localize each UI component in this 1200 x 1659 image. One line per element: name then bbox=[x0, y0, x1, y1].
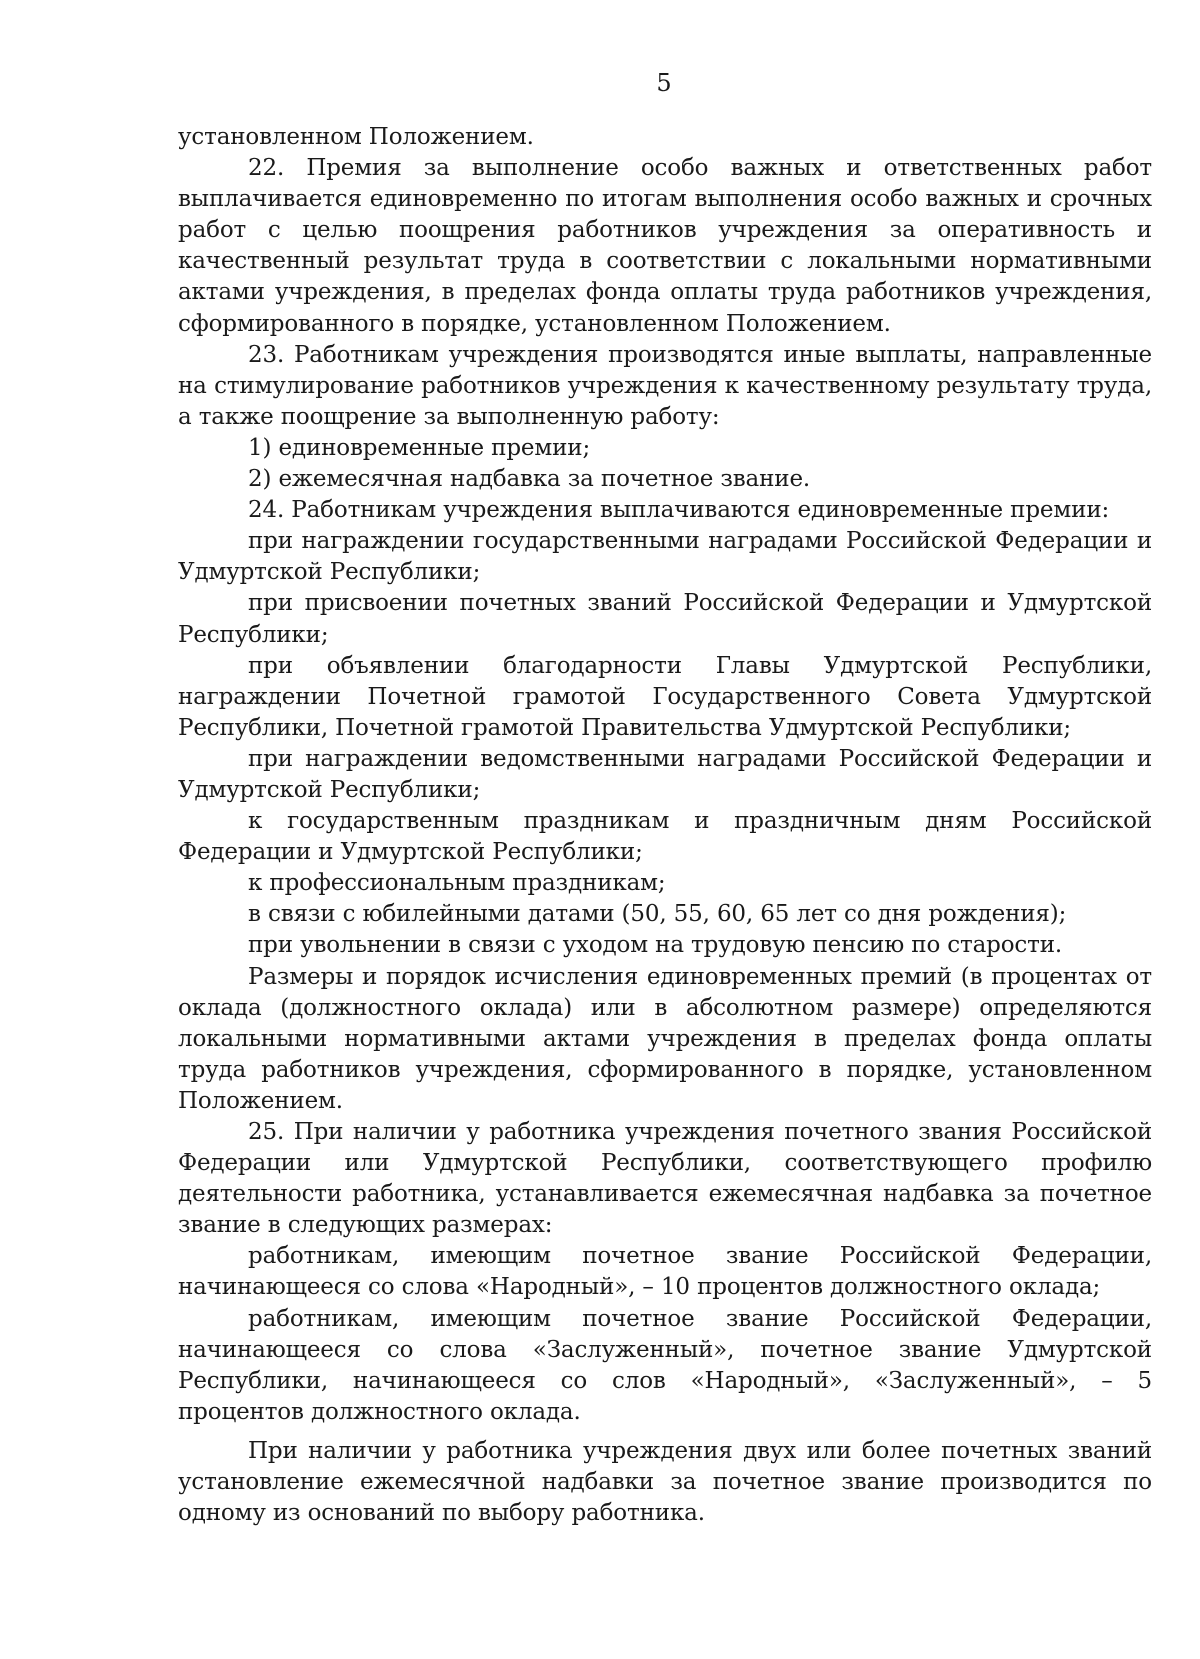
list-item-1: 1) единовременные премии; bbox=[248, 434, 591, 461]
bonus-size-paragraph: Размеры и порядок исчисления единовременных премий (в процентах от оклада (должностного оклада) или в абсолютном размере) определяются локальными нормативными актами учреждения в пределах фонда оплаты труда работников учреждения, сформированного в порядке, установленном Положением. bbox=[178, 963, 1152, 1114]
document-body bbox=[178, 122, 1152, 1529]
bonus-case-state-holidays: к государственным праздникам и праздничным дням Российской Федерации и Удмуртской Республики; bbox=[178, 808, 1152, 866]
paragraph-item-22: 22. Премия за выполнение особо важных и ответственных работ выплачивается единовременно по итогам выполнения особо важных и срочных работ с целью поощрения работников учреждения за оперативность и качественный результат труда в соответствии с локальными нормативными актами учреждения, в пределах фонда оплаты труда работников учреждения, сформированного в порядке, установленном Положением. bbox=[178, 155, 1152, 337]
paragraph-item-25: 25. При наличии у работника учреждения почетного звания Российской Федерации или Удмуртской Республики, соответствующего профилю деятельности работника, устанавливается ежемесячная надбавка за почетное звание в следующих размерах: bbox=[178, 1119, 1152, 1239]
list-item-2: 2) ежемесячная надбавка за почетное звание. bbox=[248, 466, 811, 493]
bonus-case-departmental-awards: при награждении ведомственными наградами Российской Федерации и Удмуртской Республики; bbox=[178, 745, 1152, 803]
bonus-case-state-awards: при награждении государственными наградами Российской Федерации и Удмуртской Республики; bbox=[178, 528, 1152, 586]
paragraph-continuation: установленном Положением. bbox=[178, 124, 534, 150]
bonus-case-gratitude: при объявлении благодарности Главы Удмуртской Республики, награждении Почетной грамотой Государственного Совета Удмуртской Республики, Почетной грамотой Правительства Удмуртской Республики; bbox=[178, 652, 1152, 741]
bonus-case-honorary-titles: при присвоении почетных званий Российской Федерации и Удмуртской Республики; bbox=[178, 590, 1152, 648]
paragraph-item-24: 24. Работникам учреждения выплачиваются единовременные премии: bbox=[248, 497, 1110, 524]
allowance-rate-zasluzhenny: работникам, имеющим почетное звание Российской Федерации, начинающееся со слова «Заслуженный», почетное звание Удмуртской Республики, начинающееся со слов «Народный», «Заслуженный», – 5 процентов должностного оклада. bbox=[178, 1305, 1152, 1425]
bonus-case-retirement: при увольнении в связи с уходом на трудовую пенсию по старости. bbox=[248, 932, 1063, 959]
bonus-case-professional-holidays: к профессиональным праздникам; bbox=[248, 870, 666, 897]
allowance-rate-narodny: работникам, имеющим почетное звание Российской Федерации, начинающееся со слова «Народный», – 10 процентов должностного оклада; bbox=[178, 1243, 1152, 1301]
multiple-titles-paragraph: При наличии у работника учреждения двух или более почетных званий установление ежемесячной надбавки за почетное звание производится по одному из оснований по выбору работника. bbox=[178, 1437, 1152, 1527]
paragraph-item-23: 23. Работникам учреждения производятся иные выплаты, направленные на стимулирование работников учреждения к качественному результату труда, а также поощрение за выполненную работу: bbox=[178, 341, 1152, 430]
bonus-case-anniversaries: в связи с юбилейными датами (50, 55, 60, 65 лет со дня рождения); bbox=[248, 901, 1067, 928]
page-number: 5 bbox=[656, 69, 672, 97]
